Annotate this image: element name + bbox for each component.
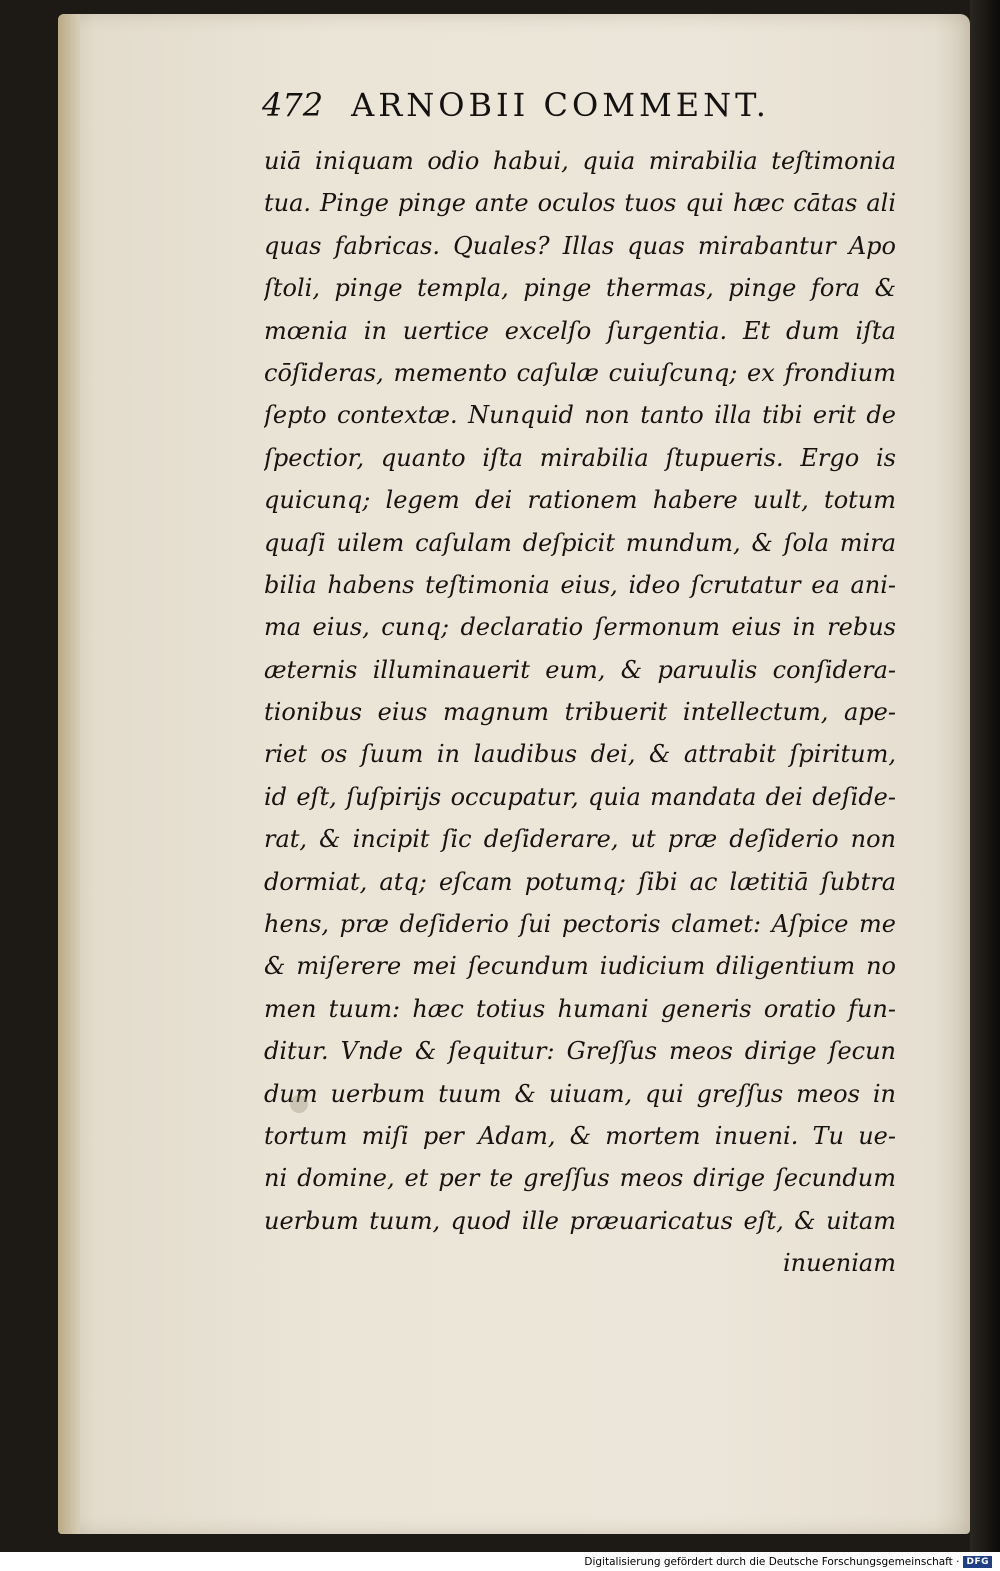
footer-credit: Digitalisierung gefördert durch die Deutsche Forschungsgemeinschaft ·: [584, 1556, 960, 1568]
text-line: tionibus eius magnum tribuerit intellectum, ape-: [264, 698, 896, 727]
ink-stain: [290, 1095, 308, 1113]
text-line: riet os ſuum in laudibus dei, & attrabit ſpiritum,: [264, 740, 896, 769]
text-line: quicunq; legem dei rationem habere uult, totum: [264, 486, 896, 515]
catchword: inueniam: [783, 1249, 896, 1278]
text-line: hens, præ deſiderio ſui pectoris clamet: Aſpice me: [264, 910, 896, 939]
text-line: & miſerere mei ſecundum iudicium diligentium no: [264, 952, 896, 981]
scan-right-edge: [970, 0, 1000, 1552]
text-line: cōſideras, memento caſulæ cuiuſcunq; ex frondium: [264, 358, 896, 387]
running-header: [262, 86, 882, 126]
text-line: bilia habens teſtimonia eius, ideo ſcrutatur ea ani-: [264, 570, 896, 599]
text-line: dormiat, atq; eſcam potumq; ſibi ac lætitiā ſubtra: [264, 867, 896, 896]
text-line: uerbum tuum, quod ille præuaricatus eſt, & uitam: [264, 1206, 896, 1235]
page-number: 472: [262, 86, 324, 124]
text-line: ſepto contextæ. Nunquid non tanto illa tibi erit de: [264, 401, 896, 430]
text-line: uiā iniquam odio habui, quia mirabilia teſtimonia: [264, 147, 896, 175]
text-line: rat, & incipit ſic deſiderare, ut præ deſiderio non: [264, 825, 896, 854]
text-line: dum uerbum tuum & uiuam, qui greſſus meos in: [264, 1079, 896, 1108]
text-line: quas fabricas. Quales? Illas quas mirabantur Apo: [264, 231, 896, 260]
text-line: ditur. Vnde & ſequitur: Greſſus meos dirige ſecun: [264, 1037, 896, 1066]
dfg-logo-icon: DFG: [963, 1556, 992, 1568]
digitization-footer: [584, 1553, 992, 1571]
text-line: ſtoli, pinge templa, pinge thermas, pinge fora &: [264, 274, 896, 303]
running-title: ARNOBII COMMENT.: [351, 86, 770, 124]
page-gutter: [58, 14, 80, 1534]
text-line: æternis illuminauerit eum, & paruulis conſidera-: [264, 655, 896, 684]
text-line: ſpectior, quanto iſta mirabilia ſtupueris. Ergo is: [264, 443, 896, 472]
text-line: tua. Pinge pinge ante oculos tuos qui hæc cātas ali: [264, 189, 896, 218]
text-line: quaſi uilem caſulam deſpicit mundum, & ſola mira: [264, 528, 896, 557]
text-line: ma eius, cunq; declaratio ſermonum eius in rebus: [264, 613, 896, 642]
text-line: men tuum: hæc totius humani generis oratio fun-: [264, 994, 896, 1023]
text-line: mœnia in uertice excelſo ſurgentia. Et dum iſta: [264, 316, 896, 345]
text-line: id eſt, ſuſpirijs occupatur, quia mandata dei deſide-: [264, 782, 896, 811]
body-text: [264, 140, 896, 1285]
text-line: tortum miſi per Adam, & mortem inueni. Tu ue-: [264, 1121, 896, 1150]
text-line: ni domine, et per te greſſus meos dirige ſecundum: [264, 1164, 896, 1193]
